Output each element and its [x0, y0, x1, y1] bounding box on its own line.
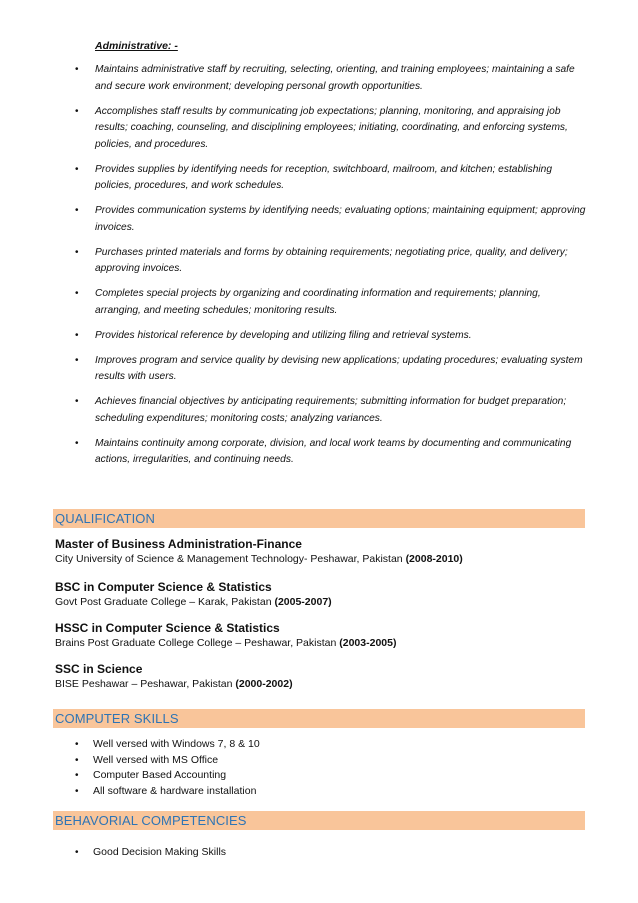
list-item — [0, 328, 638, 345]
list-item — [0, 737, 638, 753]
institution-line — [55, 677, 595, 692]
duty-text: Achieves financial objectives by anticipating requirements; submitting information for budget preparation; scheduling expenditures; monitoring costs; analyzing variances. — [95, 396, 567, 424]
bullet-icon: • — [75, 329, 79, 341]
duty-text: Provides supplies by identifying needs for reception, switchboard, mailroom, and kitchen; establishing policies, procedures, and work schedules. — [95, 163, 552, 191]
list-item — [0, 845, 638, 861]
list-item — [0, 286, 638, 319]
list-item — [0, 62, 638, 95]
duty-text: Provides historical reference by developing and utilizing filing and retrieval systems. — [95, 329, 472, 341]
bullet-icon: • — [75, 785, 79, 797]
degree-title: SSC in Science — [55, 662, 143, 676]
bullet-icon: • — [75, 754, 79, 766]
bullet-icon: • — [75, 105, 79, 117]
qualification-entry — [55, 579, 595, 610]
list-item — [0, 394, 638, 427]
skill-text: Well versed with Windows 7, 8 & 10 — [93, 738, 260, 750]
bullet-icon: • — [75, 288, 79, 299]
behavioral-section-title: BEHAVORIAL COMPETENCIES — [53, 811, 585, 830]
computer-skills-section-title: COMPUTER SKILLS — [53, 709, 585, 728]
degree-title: HSSC in Computer Science & Statistics — [55, 621, 280, 635]
bullet-icon: • — [75, 437, 79, 449]
bullet-icon: • — [75, 739, 79, 750]
duty-text: Purchases printed materials and forms by obtaining requirements; negotiating price, quality, and delivery; approving invoices. — [95, 246, 568, 274]
list-item — [0, 245, 638, 278]
bullet-icon: • — [75, 163, 79, 175]
degree-title: BSC in Computer Science & Statistics — [55, 580, 272, 594]
bullet-icon: • — [75, 205, 79, 216]
institution-name: Brains Post Graduate College College – Peshawar, Pakistan — [55, 637, 340, 649]
qualification-entry — [55, 536, 595, 567]
institution-name: City University of Science & Management Technology- Peshawar, Pakistan — [55, 553, 406, 565]
list-item — [0, 203, 638, 236]
degree-title: Master of Business Administration-Finance — [55, 537, 302, 551]
duty-text: Completes special projects by organizing and coordinating information and requirements; planning, arranging, and meeting schedules; monitoring results. — [95, 288, 541, 316]
list-item — [0, 768, 638, 784]
institution-line — [55, 552, 595, 567]
degree-years: (2008-2010) — [405, 553, 463, 565]
bullet-icon: • — [75, 246, 79, 258]
bullet-icon: • — [75, 354, 79, 366]
list-item — [0, 753, 638, 769]
duty-text: Maintains administrative staff by recruiting, selecting, orienting, and training employees; maintaining a safe and secure work environment; developing personal growth opportunities. — [95, 64, 575, 92]
bullet-icon: • — [75, 396, 79, 407]
institution-line — [55, 636, 595, 651]
administrative-duties-list — [0, 62, 638, 477]
list-item — [0, 104, 638, 154]
bullet-icon: • — [75, 64, 79, 75]
qualification-section-title: QUALIFICATION — [53, 509, 585, 528]
degree-years: (2003-2005) — [339, 637, 397, 649]
qualification-entry — [55, 620, 595, 651]
duty-text: Improves program and service quality by devising new applications; updating procedures; evaluating system results with users. — [95, 354, 583, 382]
qualification-entry — [55, 661, 595, 692]
institution-name: Govt Post Graduate College – Karak, Pakistan — [55, 596, 275, 608]
degree-years: (2005-2007) — [274, 596, 332, 608]
duty-text: Accomplishes staff results by communicating job expectations; planning, monitoring, and appraising job results; coaching, counseling, and disciplining employees; initiating, coordinating, and enforcing systems, policies, and procedures. — [95, 105, 568, 150]
institution-name: BISE Peshawar – Peshawar, Pakistan — [55, 678, 236, 690]
administrative-heading: Administrative: - — [95, 40, 178, 52]
skill-text: Computer Based Accounting — [93, 769, 227, 781]
duty-text: Provides communication systems by identifying needs; evaluating options; maintaining equipment; approving invoices. — [95, 205, 586, 233]
degree-years: (2000-2002) — [235, 678, 293, 690]
competency-text: Good Decision Making Skills — [93, 846, 227, 858]
behavioral-competencies-list — [0, 845, 638, 861]
bullet-icon: • — [75, 770, 79, 781]
computer-skills-list — [0, 737, 638, 799]
list-item — [0, 784, 638, 800]
institution-line — [55, 595, 595, 610]
list-item — [0, 162, 638, 195]
list-item — [0, 436, 638, 469]
list-item — [0, 353, 638, 386]
skill-text: Well versed with MS Office — [93, 753, 219, 766]
duty-text: Maintains continuity among corporate, division, and local work teams by documenting and communicating actions, irregularities, and continuing needs. — [95, 437, 572, 465]
skill-text: All software & hardware installation — [93, 784, 257, 797]
bullet-icon: • — [75, 847, 79, 858]
